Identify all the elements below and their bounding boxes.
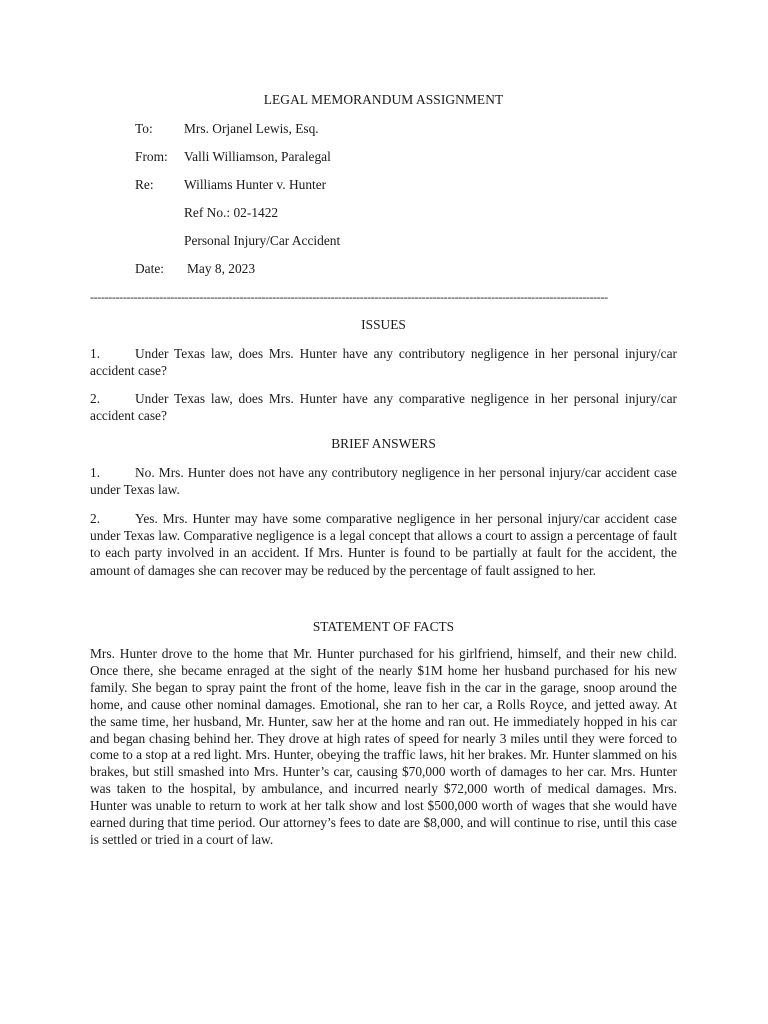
issue-item xyxy=(90,390,677,424)
from-label: From: xyxy=(135,149,168,164)
issues-heading: ISSUES xyxy=(361,317,406,332)
issue-number: 1. xyxy=(90,346,101,361)
issue-number: 2. xyxy=(90,391,101,406)
from-value: Valli Williamson, Paralegal xyxy=(184,149,331,164)
memo-page xyxy=(90,0,677,1024)
statement-of-facts-heading: STATEMENT OF FACTS xyxy=(312,619,455,634)
issue-text: Under Texas law, does Mrs. Hunter have any comparative negligence in her personal injury/car accident case? xyxy=(90,391,677,424)
answer-text: Yes. Mrs. Hunter may have some comparative negligence in her personal injury/car accident case under Texas law. Comparative negligence is a legal concept that allows a court to assign a percentage of fault to each party involved in an accident. If Mrs. Hunter is found to be partially at fault for the accident, the amount of damages she can recover may be reduced by the percentage of fault assigned to her. xyxy=(90,511,677,578)
subject-row xyxy=(90,233,677,251)
statement-of-facts-text: Mrs. Hunter drove to the home that Mr. Hunter purchased for his girlfriend, himself, and their new child. Once there, she became enraged at the sight of the nearly $1M home her husband purchased for his new family. She began to spray paint the front of the home, leave fish in the car in the garage, snoop around the home, and cause other nominal damages. Emotional, she ran to her car, a Rolls Royce, and jetted away. At the same time, her husband, Mr. Hunter, saw her at the home and ran out. He immediately hopped in his car and began chasing behind her. They drove at high rates of speed for nearly 3 miles until they were forced to come to a stop at a red light. Mrs. Hunter, obeying the traffic laws, hit her brakes. Mr. Hunter slammed on his brakes, but still smashed into Mrs. Hunter’s car, causing $70,000 worth of damages to her car. Mrs. Hunter was taken to the hospital, by ambulance, and incurred nearly $72,000 worth of medical damages. Mrs. Hunter was unable to return to work at her talk show and lost $500,000 worth of wages that she would have earned during that time period. Our attorney’s fees to date are $8,000, and will continue to rise, until this case is settled or tried in a court of law. xyxy=(90,646,677,847)
case-subject: Personal Injury/Car Accident xyxy=(184,233,341,248)
answer-number: 2. xyxy=(90,511,101,526)
ref-row xyxy=(90,205,677,223)
issue-text: Under Texas law, does Mrs. Hunter have any contributory negligence in her personal injury/car accident case? xyxy=(90,346,677,379)
re-value: Williams Hunter v. Hunter xyxy=(184,177,327,192)
dashed-divider: ---------------------------------------------------------------------------------------------------------------------------------------------- xyxy=(90,290,608,304)
answer-text: No. Mrs. Hunter does not have any contributory negligence in her personal injury/car accident case under Texas law. xyxy=(90,465,677,498)
brief-answers-heading: BRIEF ANSWERS xyxy=(331,436,436,451)
issue-item xyxy=(90,345,677,379)
answer-item xyxy=(90,510,677,579)
ref-number: Ref No.: 02-1422 xyxy=(184,205,279,220)
to-row xyxy=(90,121,677,139)
re-label: Re: xyxy=(135,177,154,192)
date-label: Date: xyxy=(135,261,164,276)
memo-title: LEGAL MEMORANDUM ASSIGNMENT xyxy=(263,92,504,107)
date-row xyxy=(90,261,677,279)
re-row xyxy=(90,177,677,195)
from-row xyxy=(90,149,677,167)
date-value: May 8, 2023 xyxy=(187,261,256,276)
answer-item xyxy=(90,464,677,498)
to-label: To: xyxy=(135,121,153,136)
answer-number: 1. xyxy=(90,465,101,480)
to-value: Mrs. Orjanel Lewis, Esq. xyxy=(184,121,319,136)
